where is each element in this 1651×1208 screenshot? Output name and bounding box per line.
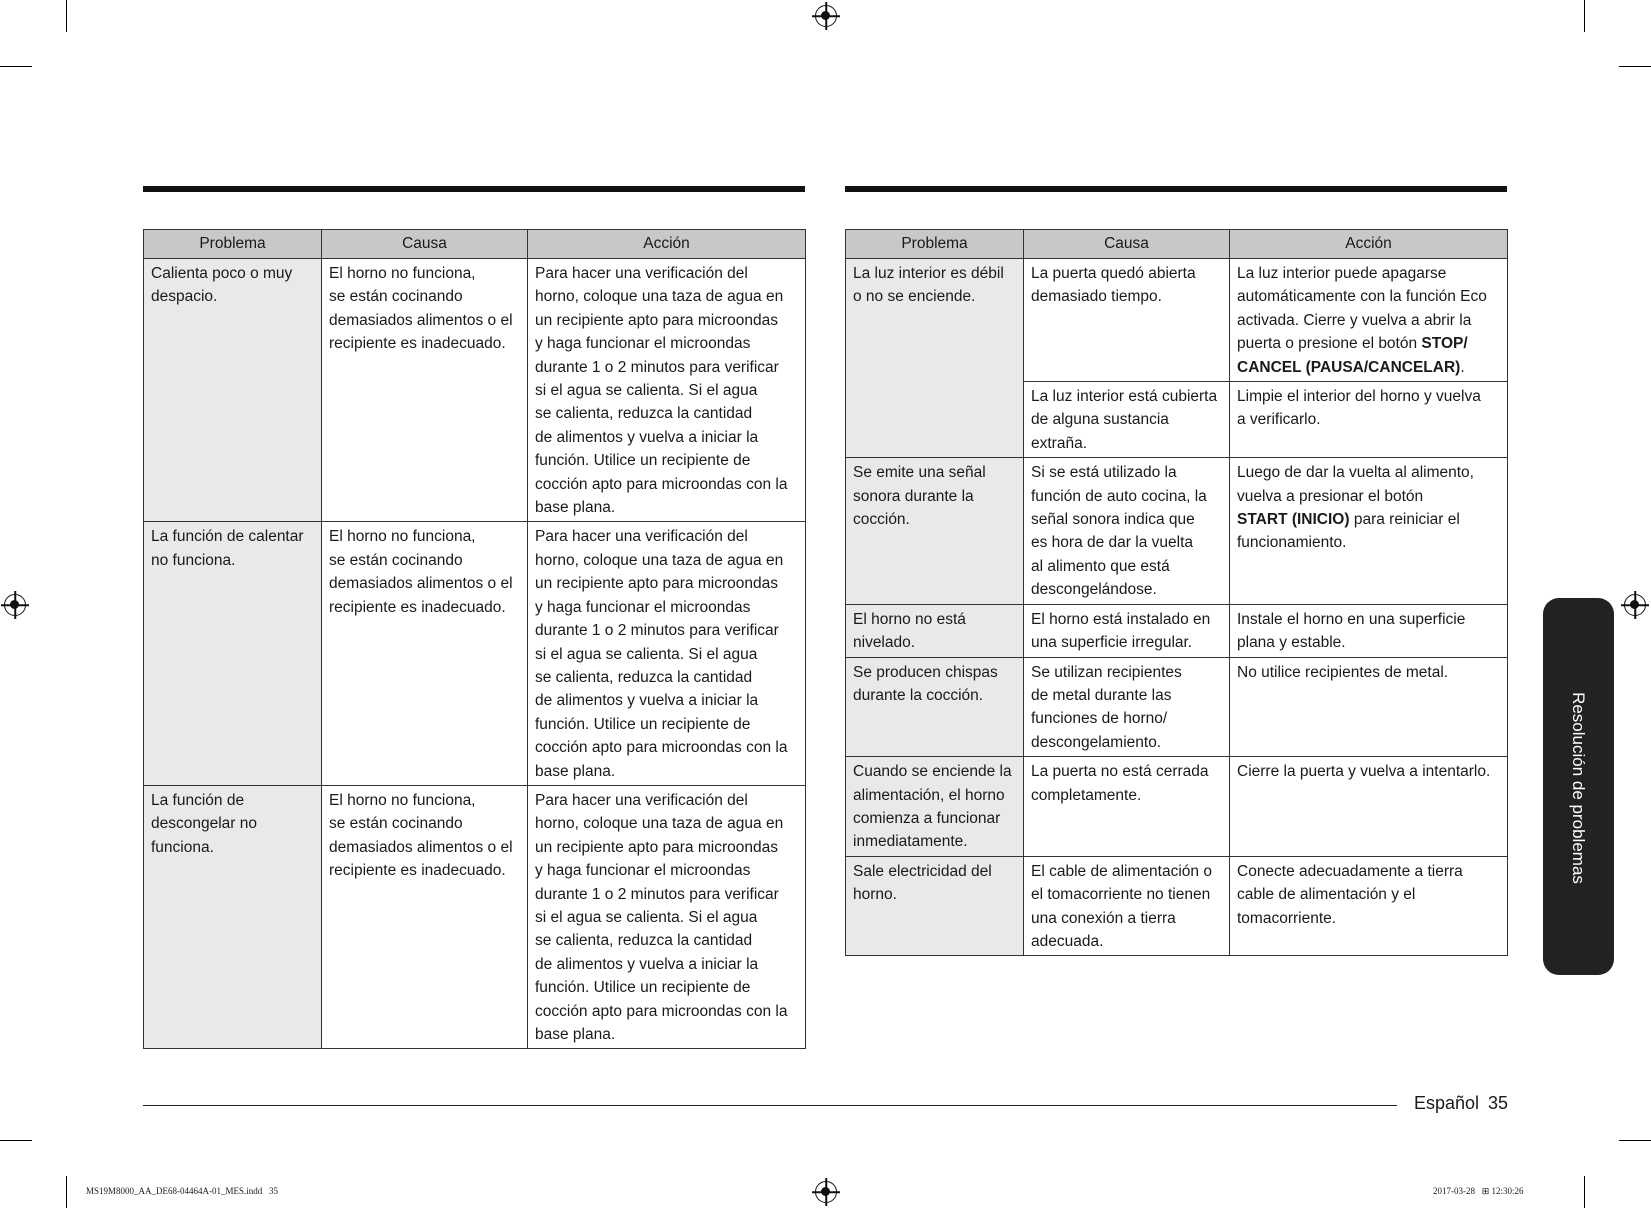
cause-text: Se utilizan recipientes de metal durante las funciones de horno/ descongelamiento.: [1031, 663, 1182, 751]
cause-cell: [1024, 856, 1230, 956]
header-causa: Causa: [322, 230, 528, 259]
crop-mark: [0, 1140, 32, 1141]
section-rule-right: [845, 186, 1507, 192]
registration-mark-icon: [815, 1181, 837, 1203]
registration-mark-icon: [1624, 594, 1646, 616]
footer-language: Español: [1414, 1093, 1480, 1113]
problem-cell: [846, 856, 1024, 956]
action-cell: [1230, 757, 1508, 857]
problem-text: Calienta poco o muy despacio.: [151, 265, 293, 306]
print-slug-timestamp: 2017-03-28 ⊞ 12:30:26: [1433, 1186, 1524, 1196]
crop-mark: [1619, 66, 1651, 67]
cause-cell: [1024, 458, 1230, 604]
cause-text: El horno no funciona, se están cocinando demasiados alimentos o el recipiente es inadecuado.: [329, 791, 513, 880]
problem-cell: [846, 757, 1024, 857]
action-cell: [528, 522, 806, 785]
start-button-label: START (INICIO): [1237, 511, 1350, 529]
cause-cell: [322, 259, 528, 522]
cause-text: El horno no funciona, se están cocinando demasiados alimentos o el recipiente es inadecuado.: [329, 528, 513, 616]
cause-text: Si se está utilizado la función de auto cocina, la señal sonora indica que es hora de dar la vuelta al alimento que está descongelándose.: [1031, 464, 1207, 599]
problem-text: Cuando se enciende la alimentación, el horno comienza a funcionar inmediatamente.: [853, 763, 1012, 851]
action-text-part: La luz interior puede apagarse automáticamente con la función Eco activada. Cierre y vuelva a abrir la puerta o presione el botón: [1237, 265, 1487, 353]
action-text: Limpie el interior del horno y vuelva a verificarlo.: [1237, 388, 1481, 429]
problem-text: Se producen chispas durante la cocción.: [853, 663, 998, 704]
table-row: [144, 522, 806, 785]
table-row: [144, 259, 806, 522]
crop-mark: [1619, 1140, 1651, 1141]
crop-mark: [66, 1176, 67, 1208]
cause-text: La luz interior está cubierta de alguna sustancia extraña.: [1031, 388, 1218, 452]
action-text-part: para reiniciar el funcionamiento.: [1237, 511, 1460, 552]
cause-text: El horno está instalado en una superficie irregular.: [1031, 610, 1211, 652]
header-accion: Acción: [1230, 230, 1508, 259]
stop-cancel-button-label: STOP/ CANCEL (PAUSA/CANCELAR): [1237, 335, 1468, 376]
action-text-part: .: [1460, 358, 1465, 376]
print-slug-file: MS19M8000_AA_DE68-04464A-01_MES.indd 35: [86, 1186, 279, 1196]
action-text: [1237, 461, 1500, 555]
action-text-part: Luego de dar la vuelta al alimento, vuelva a presionar el botón: [1237, 464, 1474, 505]
cause-text: El cable de alimentación o el tomacorriente no tienen una conexión a tierra adecuada.: [1031, 862, 1212, 950]
table-header-row: [846, 230, 1508, 259]
cause-text: La puerta no está cerrada completamente.: [1031, 763, 1209, 804]
problem-cell: [846, 657, 1024, 757]
action-cell: [1230, 856, 1508, 956]
action-text: Para hacer una verificación del horno, coloque una taza de agua en un recipiente apto para microondas y haga funcionar el microondas durante 1 o 2 minutos para verificar si el agua se calienta. Si el agua se calienta, reduzca la cantidad de alimentos y vuelva a iniciar la función. Utilice un recipiente de cocción apto para microondas con la base plana.: [535, 528, 788, 780]
action-text: Cierre la puerta y vuelva a intentarlo.: [1237, 763, 1491, 781]
troubleshooting-table-right: [845, 229, 1508, 956]
action-cell: [528, 259, 806, 522]
problem-text: La luz interior es débil o no se enciende.: [853, 265, 1004, 306]
problem-text: La función de descongelar no funciona.: [151, 791, 257, 856]
header-accion: Acción: [528, 230, 806, 259]
action-text: Para hacer una verificación del horno, coloque una taza de agua en un recipiente apto para microondas y haga funcionar el microondas durante 1 o 2 minutos para verificar si el agua se calienta. Si el agua se calienta, reduzca la cantidad de alimentos y vuelva a iniciar la función. Utilice un recipiente de cocción apto para microondas con la base plana.: [535, 265, 788, 517]
problem-cell: [144, 522, 322, 785]
footer-rule: [143, 1105, 1397, 1106]
cause-cell: [1024, 657, 1230, 757]
table-row: [846, 856, 1508, 956]
cause-cell: [1024, 382, 1230, 458]
cause-text: El horno no funciona, se están cocinando demasiados alimentos o el recipiente es inadecuado.: [329, 265, 513, 353]
problem-cell: [846, 604, 1024, 657]
cause-cell: [1024, 259, 1230, 382]
page-number: 35: [1488, 1093, 1509, 1113]
registration-mark-icon: [4, 594, 26, 616]
crop-mark: [1584, 1176, 1585, 1208]
cause-text: La puerta quedó abierta demasiado tiempo.: [1031, 265, 1196, 306]
cause-cell: [1024, 757, 1230, 857]
crop-mark: [0, 66, 32, 67]
header-problema: Problema: [846, 230, 1024, 259]
action-cell: [1230, 657, 1508, 757]
cause-cell: [322, 785, 528, 1048]
problem-cell: [144, 785, 322, 1048]
table-row: [846, 657, 1508, 757]
troubleshooting-table-left: [143, 229, 806, 1049]
problem-cell: [846, 259, 1024, 458]
table-row: [846, 458, 1508, 604]
header-causa: Causa: [1024, 230, 1230, 259]
problem-text: Sale electricidad del horno.: [853, 862, 992, 904]
action-cell: [1230, 259, 1508, 382]
action-text: [1237, 262, 1500, 379]
problem-cell: [144, 259, 322, 522]
crop-mark: [1584, 0, 1585, 32]
section-rule-left: [143, 186, 805, 192]
cause-cell: [322, 522, 528, 785]
problem-text: La función de calentar no funciona.: [151, 528, 304, 569]
crop-mark: [66, 0, 67, 32]
action-text: No utilice recipientes de metal.: [1237, 663, 1449, 681]
table-row: [846, 604, 1508, 657]
table-row: [144, 785, 806, 1048]
problem-text: El horno no está nivelado.: [853, 610, 966, 652]
registration-mark-icon: [815, 5, 837, 27]
action-text: Para hacer una verificación del horno, coloque una taza de agua en un recipiente apto para microondas y haga funcionar el microondas durante 1 o 2 minutos para verificar si el agua se calienta. Si el agua se calienta, reduzca la cantidad de alimentos y vuelva a iniciar la función. Utilice un recipiente de cocción apto para microondas con la base plana.: [535, 791, 788, 1043]
problem-text: Se emite una señal sonora durante la cocción.: [853, 464, 986, 529]
table-header-row: [144, 230, 806, 259]
header-problema: Problema: [144, 230, 322, 259]
action-cell: [1230, 458, 1508, 604]
table-row: [846, 259, 1508, 382]
action-cell: [1230, 382, 1508, 458]
action-text: Instale el horno en una superficie plana y estable.: [1237, 610, 1466, 652]
table-row: [846, 757, 1508, 857]
action-cell: [528, 785, 806, 1048]
problem-cell: [846, 458, 1024, 604]
action-cell: [1230, 604, 1508, 657]
action-text: Conecte adecuadamente a tierra cable de alimentación y el tomacorriente.: [1237, 862, 1463, 927]
section-side-tab-label: Resolución de problemas: [1569, 692, 1588, 884]
cause-cell: [1024, 604, 1230, 657]
